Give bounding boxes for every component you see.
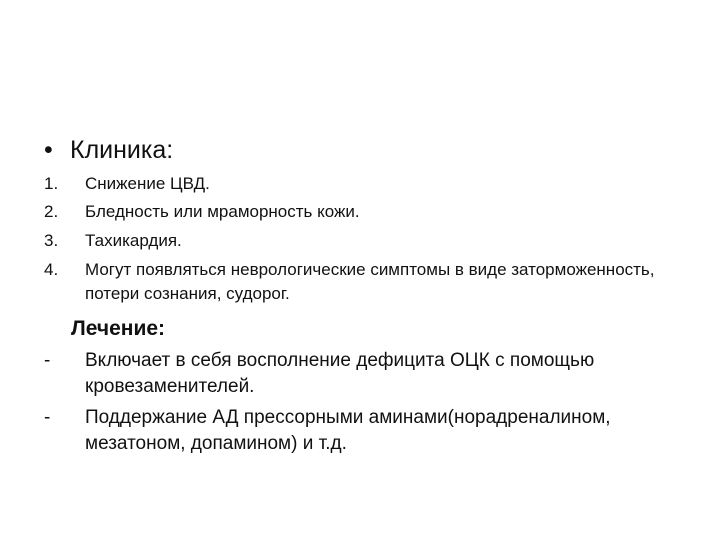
dash-marker: - <box>44 350 51 371</box>
list-number: 3. <box>44 231 59 250</box>
clinic-title: Клиника: <box>70 136 174 164</box>
list-item-text: Могут появляться неврологические симптомы в виде заторможенность, потери сознания, судорог. <box>85 260 655 303</box>
list-number: 2. <box>44 202 59 221</box>
list-item-text: Поддержание АД прессорными аминами(норадреналином, мезатоном, допамином) и т.д. <box>85 407 611 454</box>
treatment-heading: Лечение: <box>71 317 166 340</box>
clinic-list-item <box>44 258 674 306</box>
clinic-list-item <box>44 200 674 224</box>
list-item-text: Бледность или мраморность кожи. <box>85 202 360 221</box>
clinic-list-item <box>44 172 674 196</box>
treatment-list-item <box>44 348 674 400</box>
treatment-list-item <box>44 405 674 457</box>
bullet-marker: • <box>44 136 53 164</box>
clinic-list-item <box>44 229 674 253</box>
list-number: 1. <box>44 174 59 193</box>
dash-marker: - <box>44 407 51 428</box>
list-item-text: Включает в себя восполнение дефицита ОЦК с помощью кровезаменителей. <box>85 350 595 397</box>
list-number: 4. <box>44 260 59 279</box>
clinic-heading <box>44 135 173 165</box>
list-item-text: Снижение ЦВД. <box>85 174 210 193</box>
list-item-text: Тахикардия. <box>85 231 182 250</box>
